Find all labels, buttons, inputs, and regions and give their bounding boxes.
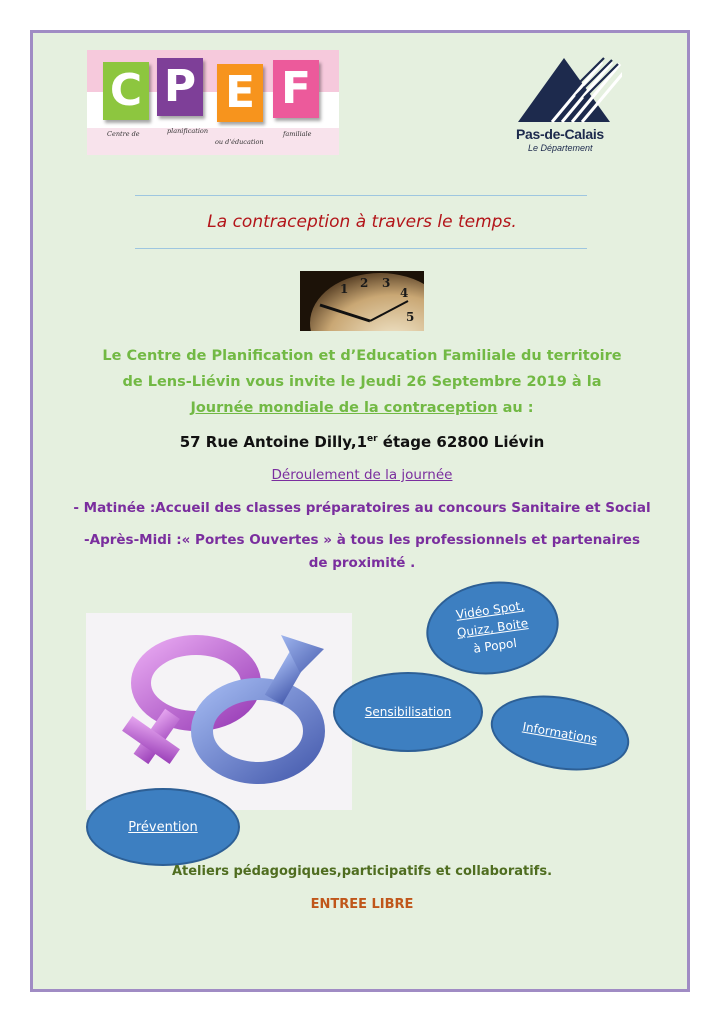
logo-letter-e: E xyxy=(217,64,263,122)
logo-letter-c: C xyxy=(103,62,149,120)
clock-image xyxy=(300,271,424,331)
svg-text:2: 2 xyxy=(360,276,369,290)
intro-line-3-rest: au : xyxy=(497,400,534,416)
bubble-sensibilisation xyxy=(333,672,483,752)
bubble-prevention xyxy=(86,788,240,866)
logo-text-line2: planification xyxy=(167,127,209,135)
intro-line-2: de Lens-Liévin vous invite le Jeudi 26 Septembre 2019 à la xyxy=(122,374,602,390)
entree-libre: ENTREE LIBRE xyxy=(310,897,414,912)
bubble-informations-label: Informations xyxy=(521,719,599,747)
logo-text-line3: ou d'éducation xyxy=(215,138,264,146)
address-part1: 57 Rue Antoine Dilly,1 xyxy=(179,433,368,451)
bubble-video-line2: Quizz, Boite xyxy=(456,616,529,640)
program-afternoon-line1: -Après-Midi :« Portes Ouvertes » à tous les professionnels et partenaires xyxy=(84,532,640,548)
logo-letter-p: P xyxy=(157,58,203,116)
program-title: Déroulement de la journée xyxy=(271,467,453,483)
bubble-video-line1: Vidéo Spot, xyxy=(455,598,525,622)
pas-de-calais-logo xyxy=(512,54,622,156)
address-sup: er xyxy=(367,434,378,444)
page-title: La contraception à travers le temps. xyxy=(207,212,517,232)
pas-de-calais-subtitle: Le Département xyxy=(528,143,593,153)
svg-text:3: 3 xyxy=(382,276,391,290)
cpef-logo xyxy=(87,50,339,155)
journee-link: Journée mondiale de la contraception xyxy=(190,400,498,416)
mountain-icon xyxy=(512,54,622,126)
divider-bottom xyxy=(135,248,587,249)
gender-symbols-image xyxy=(86,613,352,810)
svg-text:1: 1 xyxy=(340,282,349,296)
bubble-sensibilisation-label: Sensibilisation xyxy=(364,705,452,719)
divider-top xyxy=(135,195,587,196)
svg-text:4: 4 xyxy=(400,286,409,300)
svg-text:5: 5 xyxy=(406,310,415,324)
intro-line-3 xyxy=(60,395,664,421)
pas-de-calais-name: Pas-de-Calais xyxy=(516,126,604,142)
logo-text-line1: Centre de xyxy=(107,130,140,138)
address xyxy=(0,433,724,451)
bubble-prevention-label: Prévention xyxy=(128,819,198,835)
intro-line-1: Le Centre de Planification et d’Education Familiale du territoire xyxy=(102,348,622,364)
logo-letter-f: F xyxy=(273,60,319,118)
bubble-video-line3: à Popol xyxy=(472,635,518,656)
program-afternoon-line2: de proximité . xyxy=(308,555,416,571)
ateliers-text: Ateliers pédagogiques,participatifs et collaboratifs. xyxy=(171,864,553,879)
address-part2: étage 62800 Liévin xyxy=(377,433,545,451)
logo-text-line4: familiale xyxy=(283,130,312,138)
program-morning: - Matinée :Accueil des classes préparatoires au concours Sanitaire et Social xyxy=(73,500,651,516)
